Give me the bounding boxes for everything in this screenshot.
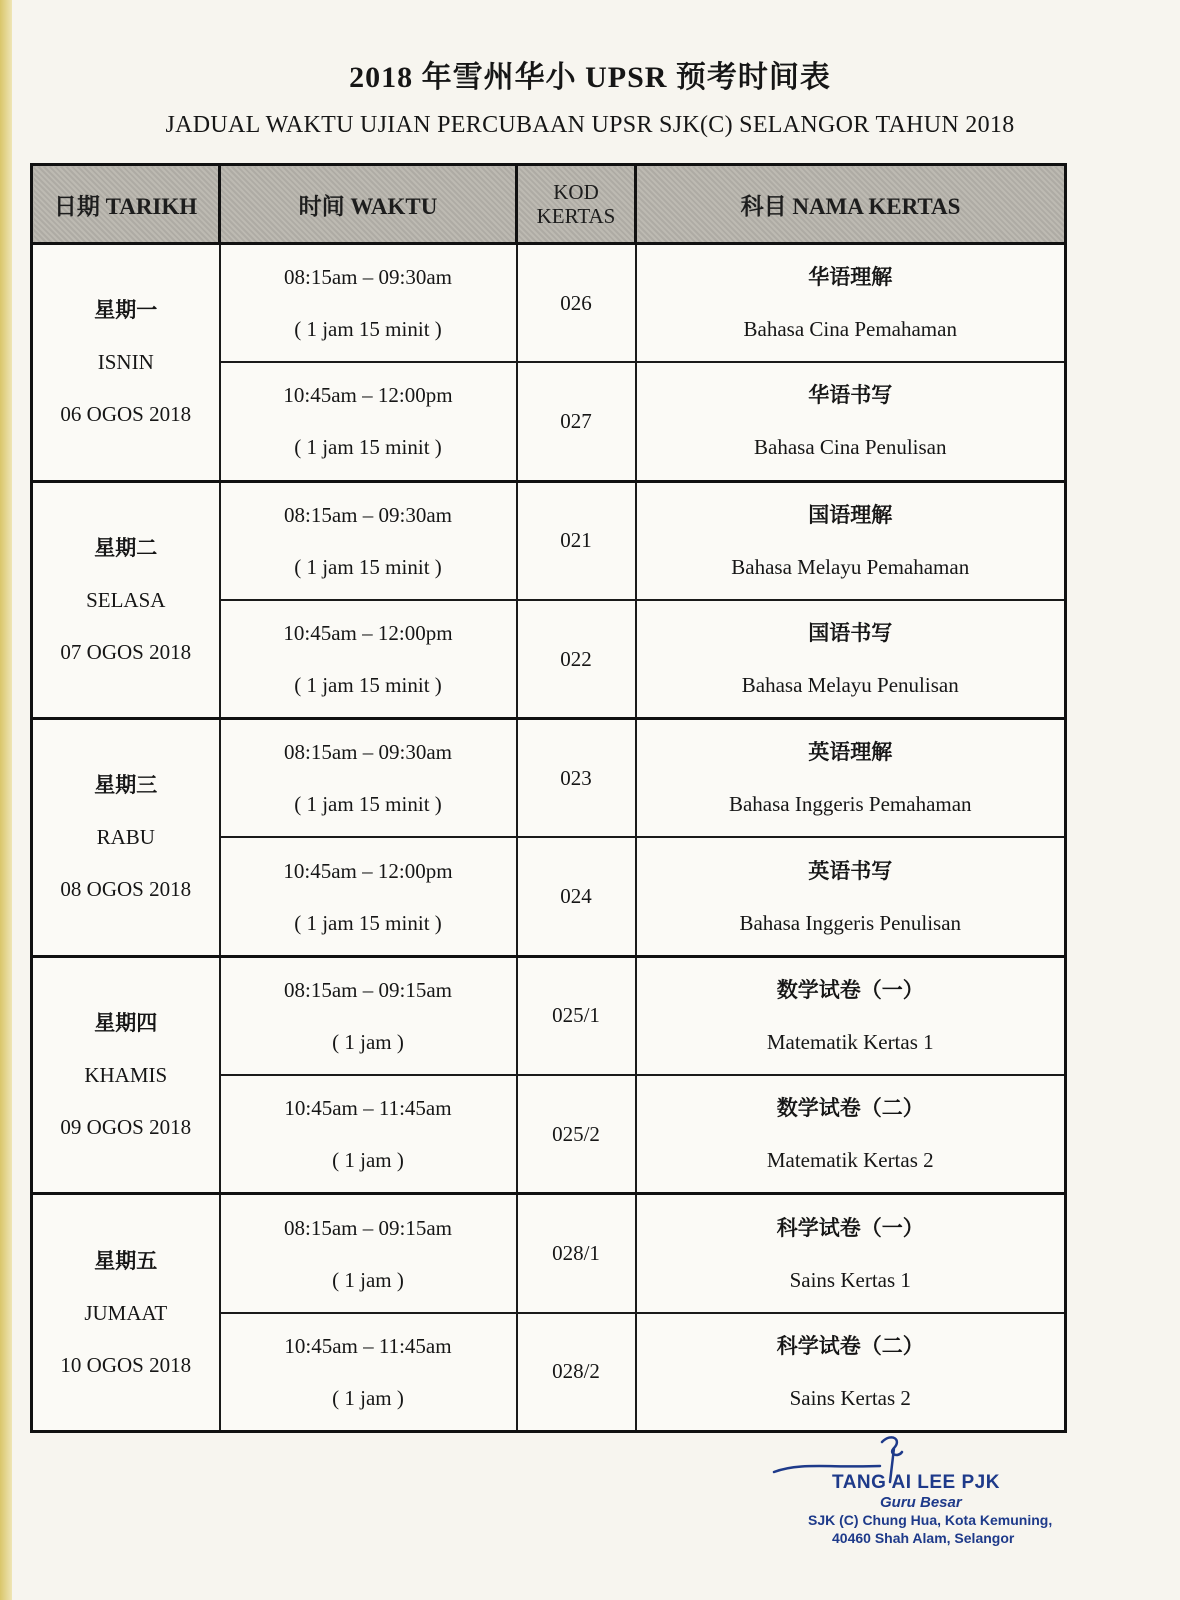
duration: ( 1 jam 15 minit ) <box>294 673 442 698</box>
paper-code: 025/2 <box>517 1075 636 1194</box>
subject-malay: Sains Kertas 2 <box>789 1385 911 1410</box>
header-subject: 科目 NAMA KERTAS <box>636 165 1066 244</box>
paper-code: 026 <box>517 244 636 363</box>
day-malay: ISNIN <box>97 350 154 375</box>
day-cell <box>32 244 220 482</box>
time-range: 10:45am – 11:45am <box>284 1333 452 1358</box>
time-range: 08:15am – 09:15am <box>284 977 452 1002</box>
subject-malay: Bahasa Melayu Pemahaman <box>731 554 970 579</box>
duration: ( 1 jam ) <box>332 1385 404 1410</box>
subject-cell <box>636 481 1066 600</box>
table-row <box>32 719 1066 838</box>
time-cell <box>220 362 517 481</box>
subject-chinese: 数学试卷（一） <box>776 977 924 1002</box>
duration: ( 1 jam 15 minit ) <box>294 910 442 935</box>
time-range: 10:45am – 12:00pm <box>283 858 453 883</box>
day-chinese: 星期一 <box>94 298 158 323</box>
exam-date: 06 OGOS 2018 <box>60 402 192 427</box>
subject-chinese: 数学试卷（二） <box>776 1096 924 1121</box>
subject-malay: Bahasa Cina Pemahaman <box>743 317 957 342</box>
exam-date: 09 OGOS 2018 <box>60 1115 192 1140</box>
day-chinese: 星期二 <box>94 535 158 560</box>
duration: ( 1 jam 15 minit ) <box>294 317 442 342</box>
subject-chinese: 国语书写 <box>808 621 893 646</box>
time-cell <box>220 244 517 363</box>
header-code: KOD KERTAS <box>517 165 636 244</box>
subject-cell <box>636 1075 1066 1194</box>
title-chinese: 2018 年雪州华小 UPSR 预考时间表 <box>349 61 831 94</box>
table-row <box>32 1194 1066 1313</box>
paper-code: 028/1 <box>517 1194 636 1313</box>
stamp-title: Guru Besar <box>880 1494 962 1511</box>
day-malay: SELASA <box>86 587 166 612</box>
paper-code: 027 <box>517 362 636 481</box>
time-cell <box>220 600 517 719</box>
subject-cell <box>636 1313 1066 1432</box>
time-cell <box>220 1313 517 1432</box>
subject-cell <box>636 719 1066 838</box>
subject-cell <box>636 600 1066 719</box>
day-cell <box>32 956 220 1194</box>
day-malay: KHAMIS <box>84 1063 168 1088</box>
header-time: 时间 WAKTU <box>220 165 517 244</box>
subject-chinese: 科学试卷（二） <box>776 1333 924 1358</box>
table-row <box>32 481 1066 600</box>
day-malay: RABU <box>96 825 155 850</box>
paper-code: 023 <box>517 719 636 838</box>
subject-cell <box>636 1194 1066 1313</box>
time-cell <box>220 481 517 600</box>
time-cell <box>220 1194 517 1313</box>
exam-timetable <box>30 163 1067 1433</box>
stamp-address: 40460 Shah Alam, Selangor <box>832 1530 1015 1546</box>
time-range: 10:45am – 12:00pm <box>283 383 453 408</box>
time-cell <box>220 837 517 956</box>
subject-malay: Bahasa Melayu Penulisan <box>741 673 959 698</box>
subject-chinese: 英语理解 <box>808 740 893 765</box>
day-chinese: 星期三 <box>94 773 158 798</box>
subject-cell <box>636 837 1066 956</box>
time-range: 08:15am – 09:30am <box>284 740 452 765</box>
page-edge <box>0 0 12 1600</box>
subject-malay: Matematik Kertas 1 <box>766 1029 934 1054</box>
subject-chinese: 华语书写 <box>808 383 893 408</box>
day-cell <box>32 1194 220 1432</box>
subject-chinese: 科学试卷（一） <box>776 1215 924 1240</box>
headmaster-stamp <box>770 1432 1053 1582</box>
title-malay: JADUAL WAKTU UJIAN PERCUBAAN UPSR SJK(C) SELANGOR TAHUN 2018 <box>165 112 1015 138</box>
stamp-school: SJK (C) Chung Hua, Kota Kemuning, <box>808 1512 1053 1528</box>
subject-malay: Sains Kertas 1 <box>789 1267 911 1292</box>
day-cell <box>32 481 220 719</box>
subject-cell <box>636 956 1066 1075</box>
stamp-name: TANG AI LEE PJK <box>832 1472 1000 1493</box>
header-date: 日期 TARIKH <box>32 165 220 244</box>
time-range: 08:15am – 09:30am <box>284 265 452 290</box>
duration: ( 1 jam 15 minit ) <box>294 792 442 817</box>
duration: ( 1 jam 15 minit ) <box>294 554 442 579</box>
day-malay: JUMAAT <box>84 1300 168 1325</box>
duration: ( 1 jam ) <box>332 1267 404 1292</box>
time-range: 10:45am – 11:45am <box>284 1096 452 1121</box>
time-range: 08:15am – 09:30am <box>284 502 452 527</box>
time-range: 10:45am – 12:00pm <box>283 621 453 646</box>
exam-date: 08 OGOS 2018 <box>60 877 192 902</box>
header-row <box>32 165 1066 244</box>
subject-cell <box>636 244 1066 363</box>
day-cell <box>32 719 220 957</box>
time-cell <box>220 1075 517 1194</box>
subject-malay: Bahasa Cina Penulisan <box>754 435 947 460</box>
paper-code: 025/1 <box>517 956 636 1075</box>
time-range: 08:15am – 09:15am <box>284 1215 452 1240</box>
time-cell <box>220 719 517 838</box>
duration: ( 1 jam ) <box>332 1029 404 1054</box>
paper-code: 021 <box>517 481 636 600</box>
subject-chinese: 英语书写 <box>808 858 893 883</box>
time-cell <box>220 956 517 1075</box>
paper-code: 024 <box>517 837 636 956</box>
paper-code: 028/2 <box>517 1313 636 1432</box>
duration: ( 1 jam ) <box>332 1148 404 1173</box>
paper-code: 022 <box>517 600 636 719</box>
table-row <box>32 244 1066 363</box>
duration: ( 1 jam 15 minit ) <box>294 435 442 460</box>
subject-chinese: 华语理解 <box>808 265 893 290</box>
subject-cell <box>636 362 1066 481</box>
day-chinese: 星期四 <box>94 1011 158 1036</box>
subject-malay: Matematik Kertas 2 <box>766 1148 934 1173</box>
table-row <box>32 956 1066 1075</box>
exam-date: 07 OGOS 2018 <box>60 639 192 664</box>
day-chinese: 星期五 <box>94 1248 158 1273</box>
subject-malay: Bahasa Inggeris Penulisan <box>739 910 962 935</box>
exam-date: 10 OGOS 2018 <box>60 1352 192 1377</box>
subject-chinese: 国语理解 <box>808 502 893 527</box>
subject-malay: Bahasa Inggeris Pemahaman <box>728 792 972 817</box>
